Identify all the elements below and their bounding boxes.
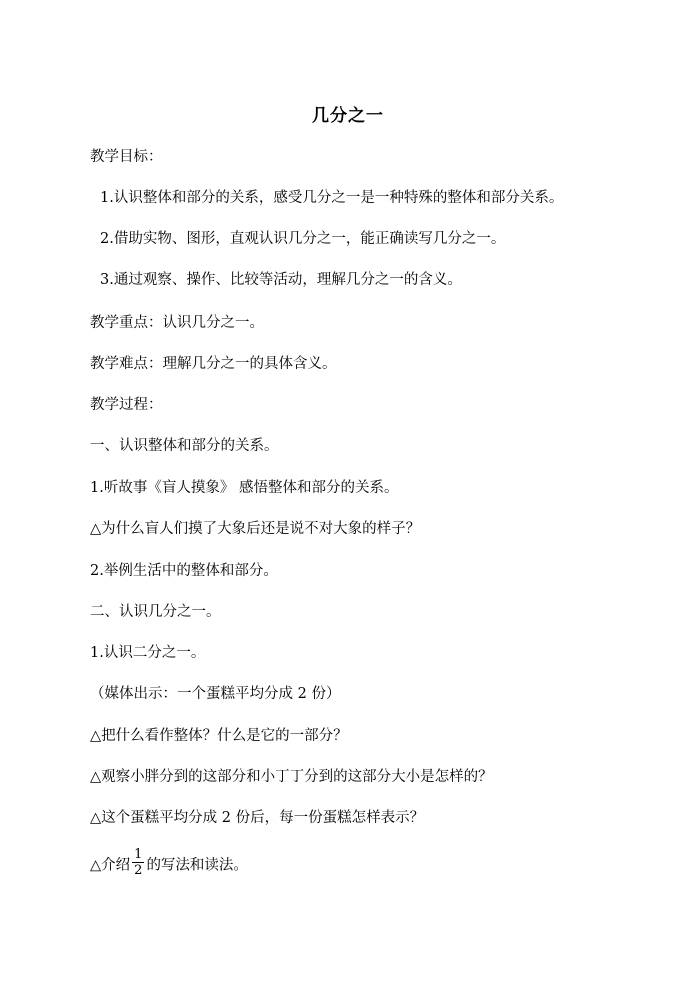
question4-suffix: 的写法和读法。 [146,857,248,874]
difficulty: 教学难点：理解几分之一的具体含义。 [90,356,337,372]
section2-question4 [90,847,248,881]
document-title: 几分之一 [312,106,384,126]
fraction-denominator: 2 [134,863,143,878]
objectives-heading: 教学目标： [90,149,163,165]
question4-prefix: △介绍 [90,857,131,874]
section2-question3: △这个蛋糕平均分成 2 份后，每一份蛋糕怎样表示？ [90,810,425,826]
section1-item2: 2.举例生活中的整体和部分。 [90,563,278,579]
section1-item1: 1.听故事《盲人摸象》 感悟整体和部分的关系。 [90,480,399,496]
section2-media-note: （媒体出示：一个蛋糕平均分成 2 份） [90,686,341,702]
section2-question2: △观察小胖分到的这部分和小丁丁分到的这部分大小是怎样的？ [90,769,493,785]
objective-item-1: 1.认识整体和部分的关系，感受几分之一是一种特殊的整体和部分关系。 [100,190,564,206]
key-point: 教学重点：认识几分之一。 [90,315,264,331]
section1-question1: △为什么盲人们摸了大象后还是说不对大象的样子？ [90,521,421,537]
section2-item1: 1.认识二分之一。 [90,645,206,661]
fraction-numerator: 1 [134,847,143,862]
fraction-one-half [132,847,144,878]
process-heading: 教学过程： [90,397,163,413]
section2-heading: 二、认识几分之一。 [90,604,221,620]
section2-question1: △把什么看作整体？什么是它的一部分？ [90,728,348,744]
section1-heading: 一、认识整体和部分的关系。 [90,438,279,454]
objective-item-3: 3.通过观察、操作、比较等活动，理解几分之一的含义。 [100,272,462,288]
objective-item-2: 2.借助实物、图形，直观认识几分之一，能正确读写几分之一。 [100,231,506,247]
